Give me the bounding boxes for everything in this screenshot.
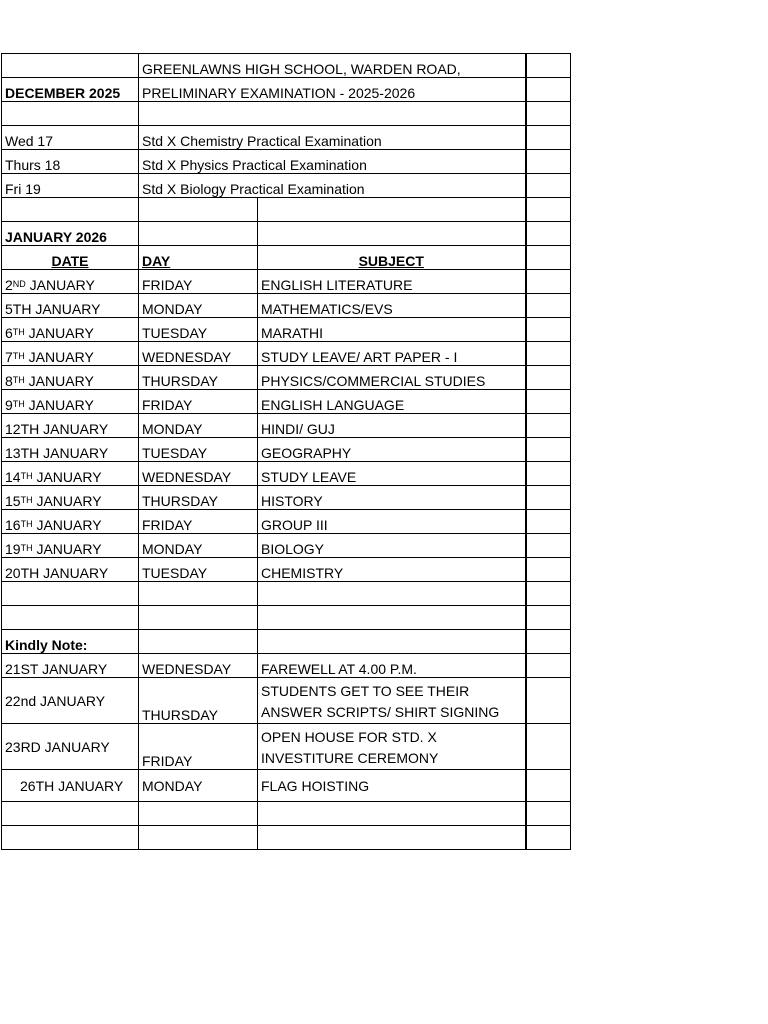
- cell-empty: [258, 606, 526, 630]
- practical-day: Thurs 18: [2, 150, 139, 174]
- cell-empty: [526, 770, 571, 802]
- exam-day: THURSDAY: [139, 366, 258, 390]
- exam-date: [2, 318, 139, 342]
- cell-empty: [139, 802, 258, 826]
- note-event: FLAG HOISTING: [258, 770, 526, 802]
- exam-day: MONDAY: [139, 414, 258, 438]
- note-day: FRIDAY: [139, 724, 258, 770]
- exam-row: [2, 342, 571, 366]
- table-row: [2, 222, 571, 246]
- exam-date-ordinal: TH: [12, 375, 25, 385]
- note-date: 22nd JANUARY: [2, 678, 139, 724]
- table-row: [2, 150, 571, 174]
- cell-empty: [526, 606, 571, 630]
- table-row: [2, 826, 571, 850]
- exam-subject: HISTORY: [258, 486, 526, 510]
- exam-day: FRIDAY: [139, 390, 258, 414]
- exam-date: [2, 462, 139, 486]
- cell-empty: [2, 582, 139, 606]
- exam-day: MONDAY: [139, 294, 258, 318]
- exam-date-number: 20TH JANUARY: [5, 565, 109, 581]
- exam-row: [2, 390, 571, 414]
- exam-row: [2, 414, 571, 438]
- cell-empty: [526, 802, 571, 826]
- table-row: [2, 54, 571, 78]
- practical-desc: Std X Physics Practical Examination: [139, 150, 526, 174]
- cell-empty: [526, 174, 571, 198]
- note-row: [2, 654, 571, 678]
- cell-empty: [526, 678, 571, 724]
- exam-date-ordinal: TH: [12, 399, 25, 409]
- cell-empty: [526, 654, 571, 678]
- exam-date-ordinal: TH: [20, 471, 33, 481]
- notes-label: Kindly Note:: [2, 630, 139, 654]
- note-event: STUDENTS GET TO SEE THEIR ANSWER SCRIPTS/ SHIRT SIGNING: [258, 678, 526, 724]
- cell-empty: [139, 606, 258, 630]
- exam-row: [2, 510, 571, 534]
- practical-day: Fri 19: [2, 174, 139, 198]
- exam-subject: MARATHI: [258, 318, 526, 342]
- cell-empty: [2, 54, 139, 78]
- exam-subject: STUDY LEAVE: [258, 462, 526, 486]
- note-row: [2, 724, 571, 770]
- cell-empty: [2, 826, 139, 850]
- exam-row: [2, 318, 571, 342]
- cell-empty: [526, 414, 571, 438]
- exam-date: [2, 294, 139, 318]
- exam-day: TUESDAY: [139, 438, 258, 462]
- january-exam-rows: [2, 270, 571, 582]
- school-name: GREENLAWNS HIGH SCHOOL, WARDEN ROAD,: [139, 54, 526, 78]
- exam-date-number: 16: [5, 517, 21, 533]
- cell-empty: [526, 318, 571, 342]
- exam-date-ordinal: TH: [20, 495, 33, 505]
- column-header-row: [2, 246, 571, 270]
- cell-empty: [526, 510, 571, 534]
- exam-date: [2, 486, 139, 510]
- note-day: MONDAY: [139, 770, 258, 802]
- exam-day: WEDNESDAY: [139, 342, 258, 366]
- month-heading-december: DECEMBER 2025: [2, 78, 139, 102]
- cell-empty: [258, 826, 526, 850]
- exam-row: [2, 270, 571, 294]
- exam-date-number: 13TH JANUARY: [5, 445, 109, 461]
- cell-empty: [526, 534, 571, 558]
- exam-subject: GROUP III: [258, 510, 526, 534]
- note-row: [2, 770, 571, 802]
- cell-empty: [139, 582, 258, 606]
- table-row: [2, 126, 571, 150]
- exam-date-month: JANUARY: [32, 493, 102, 509]
- exam-date-ordinal: TH: [12, 351, 25, 361]
- exam-row: [2, 438, 571, 462]
- practical-desc: Std X Biology Practical Examination: [139, 174, 526, 198]
- exam-row: [2, 462, 571, 486]
- cell-empty: [526, 102, 571, 126]
- exam-date-month: JANUARY: [32, 517, 102, 533]
- exam-day: TUESDAY: [139, 558, 258, 582]
- cell-empty: [526, 270, 571, 294]
- exam-subject: ENGLISH LITERATURE: [258, 270, 526, 294]
- exam-date: [2, 366, 139, 390]
- practical-day: Wed 17: [2, 126, 139, 150]
- exam-date-number: 7: [5, 349, 13, 365]
- table-row: [2, 174, 571, 198]
- table-row: [2, 606, 571, 630]
- cell-empty: [2, 198, 139, 222]
- cell-empty: [139, 102, 526, 126]
- exam-row: [2, 294, 571, 318]
- table-row: [2, 630, 571, 654]
- note-day: WEDNESDAY: [139, 654, 258, 678]
- cell-empty: [258, 802, 526, 826]
- exam-day: MONDAY: [139, 534, 258, 558]
- exam-date-number: 14: [5, 469, 21, 485]
- exam-date-number: 8: [5, 373, 13, 389]
- note-date: 21ST JANUARY: [2, 654, 139, 678]
- exam-subject: PHYSICS/COMMERCIAL STUDIES: [258, 366, 526, 390]
- table-row: [2, 78, 571, 102]
- cell-empty: [258, 582, 526, 606]
- exam-date: [2, 438, 139, 462]
- table-row: [2, 802, 571, 826]
- exam-date-number: 12TH JANUARY: [5, 421, 109, 437]
- cell-empty: [526, 150, 571, 174]
- exam-date-month: JANUARY: [25, 277, 95, 293]
- cell-empty: [139, 222, 258, 246]
- cell-empty: [526, 462, 571, 486]
- exam-date: [2, 414, 139, 438]
- cell-empty: [2, 802, 139, 826]
- cell-empty: [258, 630, 526, 654]
- exam-date: [2, 558, 139, 582]
- exam-date-number: 15: [5, 493, 21, 509]
- exam-date: [2, 534, 139, 558]
- table-row: [2, 102, 571, 126]
- cell-empty: [258, 198, 526, 222]
- cell-empty: [526, 486, 571, 510]
- exam-schedule-table: [1, 53, 571, 850]
- cell-empty: [526, 342, 571, 366]
- exam-day: THURSDAY: [139, 486, 258, 510]
- exam-subject: HINDI/ GUJ: [258, 414, 526, 438]
- cell-empty: [139, 630, 258, 654]
- column-header-date: DATE: [2, 246, 139, 270]
- cell-empty: [526, 390, 571, 414]
- cell-empty: [526, 54, 571, 78]
- cell-empty: [526, 222, 571, 246]
- note-event: OPEN HOUSE FOR STD. X INVESTITURE CEREMONY: [258, 724, 526, 770]
- exam-date-ordinal: TH: [12, 327, 25, 337]
- cell-empty: [526, 558, 571, 582]
- cell-empty: [526, 366, 571, 390]
- exam-date-number: 6: [5, 325, 13, 341]
- exam-row: [2, 366, 571, 390]
- exam-date-month: JANUARY: [24, 349, 94, 365]
- table-row: [2, 582, 571, 606]
- exam-subject: GEOGRAPHY: [258, 438, 526, 462]
- cell-empty: [526, 438, 571, 462]
- exam-date-month: JANUARY: [24, 325, 94, 341]
- exam-date-number: 5TH JANUARY: [5, 301, 101, 317]
- exam-day: FRIDAY: [139, 510, 258, 534]
- exam-date-month: JANUARY: [24, 397, 94, 413]
- cell-empty: [2, 102, 139, 126]
- cell-empty: [526, 294, 571, 318]
- exam-subject: STUDY LEAVE/ ART PAPER - I: [258, 342, 526, 366]
- exam-date-ordinal: ND: [12, 279, 26, 289]
- exam-date: [2, 270, 139, 294]
- exam-date-number: 9: [5, 397, 13, 413]
- exam-date: [2, 390, 139, 414]
- cell-empty: [526, 126, 571, 150]
- note-event: FAREWELL AT 4.00 P.M.: [258, 654, 526, 678]
- exam-date: [2, 510, 139, 534]
- exam-row: [2, 534, 571, 558]
- cell-empty: [526, 582, 571, 606]
- exam-date-month: JANUARY: [24, 373, 94, 389]
- exam-date-month: JANUARY: [32, 541, 102, 557]
- cell-empty: [526, 630, 571, 654]
- note-day: THURSDAY: [139, 678, 258, 724]
- exam-date-number: 2: [5, 277, 13, 293]
- exam-subject: ENGLISH LANGUAGE: [258, 390, 526, 414]
- column-header-day: DAY: [139, 246, 258, 270]
- exam-title: PRELIMINARY EXAMINATION - 2025-2026: [139, 78, 526, 102]
- exam-day: WEDNESDAY: [139, 462, 258, 486]
- month-heading-january: JANUARY 2026: [2, 222, 139, 246]
- cell-empty: [526, 198, 571, 222]
- exam-date-month: JANUARY: [32, 469, 102, 485]
- exam-date: [2, 342, 139, 366]
- exam-subject: MATHEMATICS/EVS: [258, 294, 526, 318]
- practical-desc: Std X Chemistry Practical Examination: [139, 126, 526, 150]
- exam-row: [2, 486, 571, 510]
- cell-empty: [258, 222, 526, 246]
- exam-date-ordinal: TH: [20, 543, 33, 553]
- exam-day: FRIDAY: [139, 270, 258, 294]
- cell-empty: [2, 606, 139, 630]
- cell-empty: [139, 198, 258, 222]
- cell-empty: [526, 724, 571, 770]
- column-header-subject: SUBJECT: [258, 246, 526, 270]
- note-date: 23RD JANUARY: [2, 724, 139, 770]
- cell-empty: [139, 826, 258, 850]
- cell-empty: [526, 826, 571, 850]
- exam-date-number: 19: [5, 541, 21, 557]
- note-row: [2, 678, 571, 724]
- cell-empty: [526, 78, 571, 102]
- note-date: 26TH JANUARY: [2, 770, 139, 802]
- exam-date-ordinal: TH: [20, 519, 33, 529]
- exam-day: TUESDAY: [139, 318, 258, 342]
- exam-row: [2, 558, 571, 582]
- exam-subject: CHEMISTRY: [258, 558, 526, 582]
- cell-empty: [526, 246, 571, 270]
- table-row: [2, 198, 571, 222]
- exam-subject: BIOLOGY: [258, 534, 526, 558]
